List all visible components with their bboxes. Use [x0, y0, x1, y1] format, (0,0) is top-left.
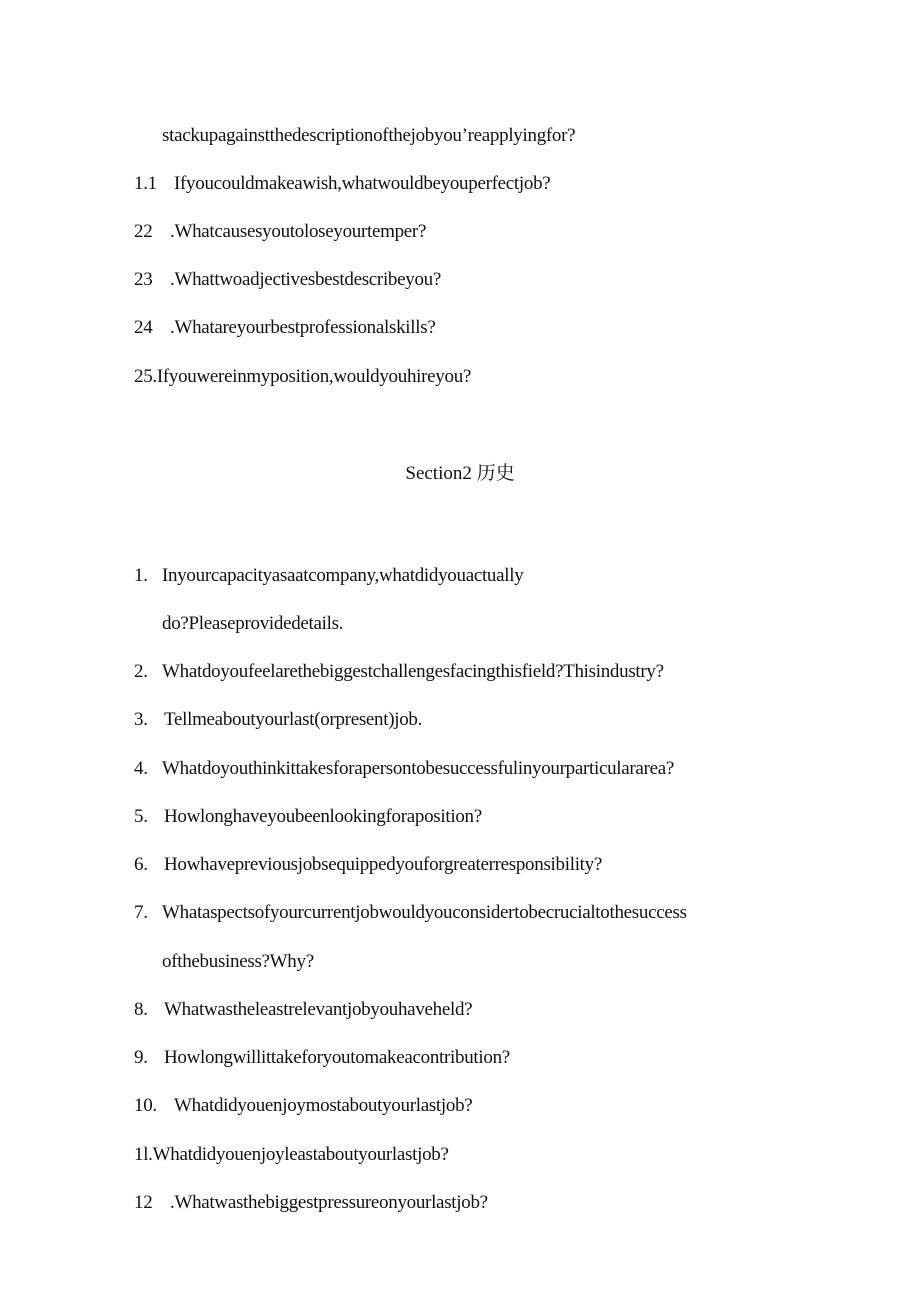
list-item-text: Tellmeaboutyourlast(orpresent)job. — [164, 709, 423, 730]
list-item — [134, 268, 441, 292]
list-item — [134, 316, 435, 340]
list-item-text: Howlongwillittakeforyoutomakeacontribution? — [164, 1047, 510, 1068]
list-item — [134, 708, 422, 732]
list-item — [134, 853, 602, 877]
list-item-text: 25.Ifyouwereinmyposition,wouldyouhireyou? — [134, 366, 472, 387]
list-item-text: do?Pleaseprovidedetails. — [162, 613, 344, 634]
list-item-text: Whataspectsofyourcurrentjobwouldyouconsidertobecrucialtothesuccess — [162, 902, 687, 923]
list-item-text: stackupagainstthedescriptionofthejobyou’reapplyingfor? — [162, 125, 576, 146]
list-item-text: .Whatwasthebiggestpressureonyourlastjob? — [170, 1192, 488, 1213]
list-item-number: 12 — [134, 1192, 153, 1213]
section-heading: Section2 历史 — [405, 463, 515, 484]
list-item-text: Whatdoyoufeelarethebiggestchallengesfacingthisfield?Thisindustry? — [162, 661, 664, 682]
list-item-text: .Whatareyourbestprofessionalskills? — [170, 317, 436, 338]
list-item — [134, 998, 472, 1022]
list-item — [134, 1191, 488, 1215]
list-item-number: 1.1 — [134, 173, 157, 194]
list-item — [134, 660, 664, 684]
list-item — [134, 220, 426, 244]
list-item-number: 1. — [134, 565, 148, 586]
list-item-number: 2. — [134, 661, 148, 682]
list-item-number: 5. — [134, 806, 148, 827]
list-item-text: Whatdidyouenjoymostaboutyourlastjob? — [174, 1095, 473, 1116]
list-item-number: 3. — [134, 709, 148, 730]
list-item-text: Whatwastheleastrelevantjobyouhaveheld? — [164, 999, 473, 1020]
list-item-text: ofthebusiness?Why? — [162, 951, 314, 972]
list-item-number: 22 — [134, 221, 153, 242]
list-item-number: 4. — [134, 758, 148, 779]
list-item — [134, 1046, 510, 1070]
list-item-text: .Whattwoadjectivesbestdescribeyou? — [170, 269, 441, 290]
list-item — [134, 172, 550, 196]
list-item-text: .Whatcausesyoutoloseyourtemper? — [170, 221, 427, 242]
list-item-continuation — [162, 950, 314, 974]
list-item — [134, 1143, 449, 1167]
list-item-text: Howhavepreviousjobsequippedyouforgreaterresponsibility? — [164, 854, 602, 875]
list-item-text: Inyourcapacityasaatcompany,whatdidyouactually — [162, 565, 524, 586]
list-item-number: 6. — [134, 854, 148, 875]
list-item — [134, 901, 687, 925]
list-item — [134, 805, 482, 829]
list-item-continuation — [162, 124, 575, 148]
list-item-text: Howlonghaveyoubeenlookingforaposition? — [164, 806, 482, 827]
list-item-number: 9. — [134, 1047, 148, 1068]
list-item-number: 7. — [134, 902, 148, 923]
list-item-text: Whatdoyouthinkittakesforapersontobesuccessfulinyourparticulararea? — [162, 758, 674, 779]
list-item-number: 24 — [134, 317, 153, 338]
list-item-number: 23 — [134, 269, 153, 290]
list-item-text: 1l.Whatdidyouenjoyleastaboutyourlastjob? — [134, 1144, 449, 1165]
list-item-continuation — [162, 612, 343, 636]
list-item-number: 10. — [134, 1095, 157, 1116]
list-item-text: Ifyoucouldmakeawish,whatwouldbeyouperfectjob? — [174, 173, 551, 194]
list-item — [134, 365, 471, 389]
list-item — [134, 757, 674, 781]
list-item — [134, 564, 523, 588]
list-item-number: 8. — [134, 999, 148, 1020]
list-item — [134, 1094, 472, 1118]
